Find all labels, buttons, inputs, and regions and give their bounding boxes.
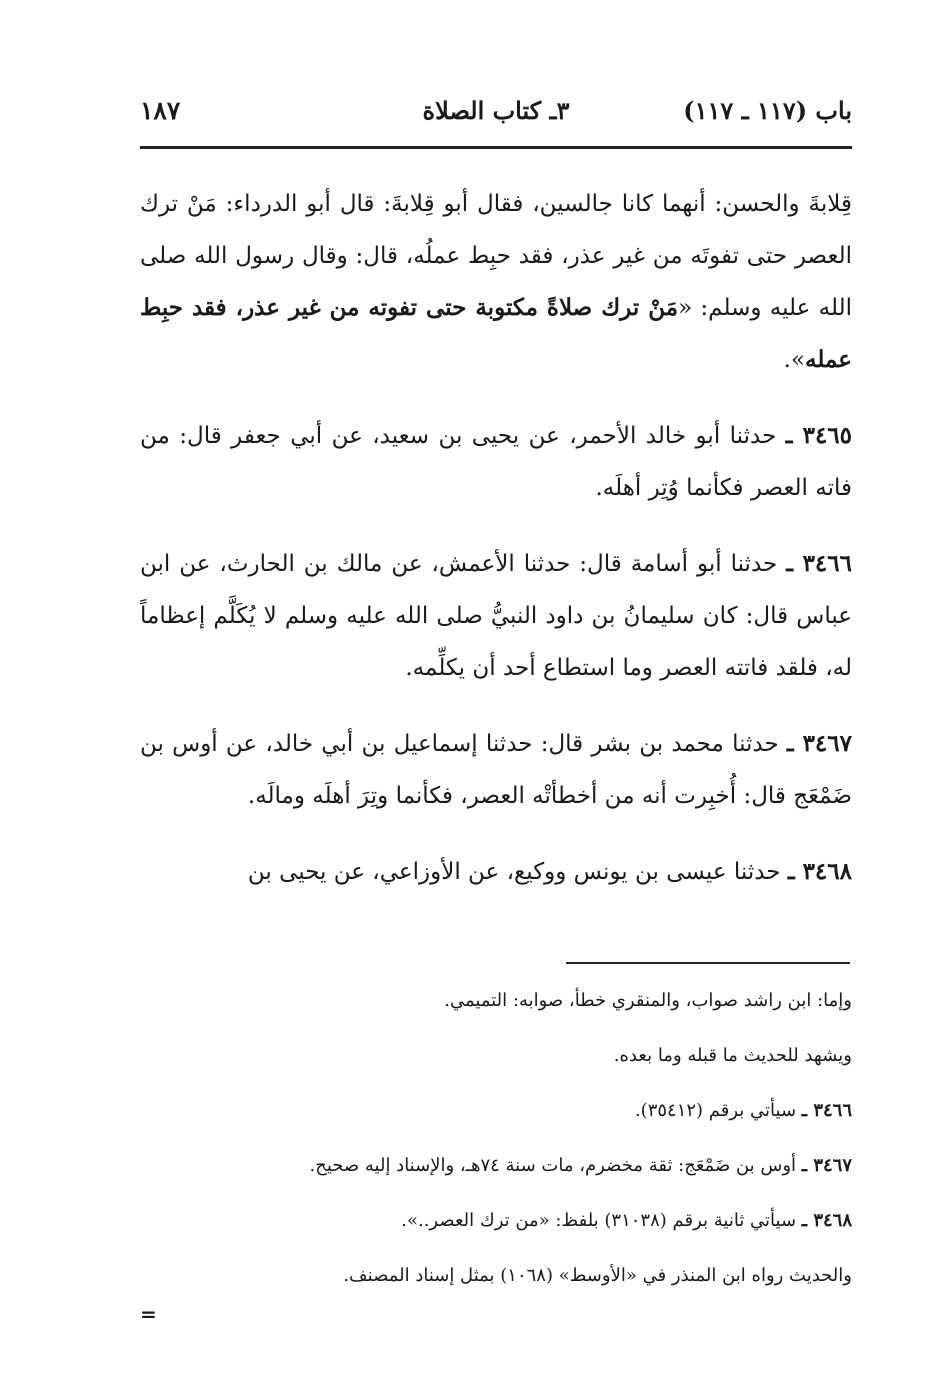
hadith-text: حدثنا محمد بن بشر قال: حدثنا إسماعيل بن أبي خالد، عن أوس بن ضَمْعَج قال: أُخبِرت أنه من أخطأتْه العصر، فكأنما وتِرَ أهلَه ومالَه. [140, 731, 852, 809]
header-divider [140, 146, 852, 149]
main-text [140, 178, 852, 922]
continuation-mark: = [140, 1302, 157, 1326]
chapter-title: باب (١١٧ ـ ١١٧) [683, 96, 852, 125]
page-header [140, 96, 852, 140]
hadith-text: حدثنا أبو أسامة قال: حدثنا الأعمش، عن مالك بن الحارث، عن ابن عباس قال: كان سليمانُ بن داود النبيُّ صلى الله عليه وسلم لا يُكَلَّم إعظاماً له، فلقد فاتته العصر وما استطاع أحد أن يكلِّمه. [140, 551, 852, 681]
hadith-number: ٣٤٦٥ ـ [785, 422, 853, 449]
hadith-3467 [140, 718, 852, 822]
footnote-line: ويشهد للحديث ما قبله وما بعده. [613, 1045, 852, 1066]
footnote-number: ٣٤٦٦ ـ [801, 1100, 852, 1121]
hadith-3468 [140, 846, 852, 898]
book-title: ٣ـ كتاب الصلاة [422, 96, 570, 125]
hadith-number: ٣٤٦٦ ـ [786, 550, 852, 577]
footnote-line: والحديث رواه ابن المنذر في «الأوسط» (١٠٦٨) بمثل إسناد المصنف. [343, 1265, 852, 1286]
footnote-text: أوس بن ضَمْعَج: ثقة مخضرم، مات سنة ٧٤هـ، والإسناد إليه صحيح. [309, 1155, 802, 1176]
footnote-text: سيأتي برقم (٣٥٤١٢). [634, 1100, 802, 1121]
footnote-number: ٣٤٦٧ ـ [801, 1155, 852, 1176]
footnote-divider [566, 962, 850, 964]
footnote-number: ٣٤٦٨ ـ [801, 1210, 852, 1231]
quote-close: ». [783, 347, 806, 373]
hadith-text: حدثنا عيسى بن يونس ووكيع، عن الأوزاعي، عن يحيى بن [247, 859, 788, 885]
hadith-number: ٣٤٦٧ ـ [786, 730, 852, 757]
footnote-3467 [140, 1145, 852, 1187]
footnote-3466 [140, 1090, 852, 1132]
footnote-line: وإما: ابن راشد صواب، والمنقري خطأ، صوابه: التميمي. [444, 990, 852, 1011]
hadith-text: حدثنا أبو خالد الأحمر، عن يحيى بن سعيد، عن أبي جعفر قال: من فاته العصر فكأنما وُتِر أهلَه. [140, 423, 852, 501]
paragraph-intro: قِلابةَ والحسن: أنهما كانا جالسين، فقال أبو قِلابةَ: قال أبو الدرداء: مَنْ ترك العصر حتى تفوتَه من غير عذر، فقد حبِط عملُه، قال: وقال رسول الله صلى الله عليه وسلم: « [140, 191, 852, 321]
footnote-3468 [140, 1200, 852, 1242]
footnote-text: سيأتي ثانية برقم (٣١٠٣٨) بلفظ: «من ترك العصر..». [401, 1210, 802, 1231]
footnotes [140, 980, 852, 1310]
hadith-3465 [140, 410, 852, 514]
page-number: ١٨٧ [140, 96, 181, 125]
hadith-3466 [140, 538, 852, 694]
hadith-number: ٣٤٦٨ ـ [787, 858, 852, 885]
paragraph-continuation [140, 178, 852, 386]
hadith-quote: مَنْ ترك صلاةً مكتوبة حتى تفوته من غير عذر، فقد حبِط عمله [140, 294, 852, 373]
